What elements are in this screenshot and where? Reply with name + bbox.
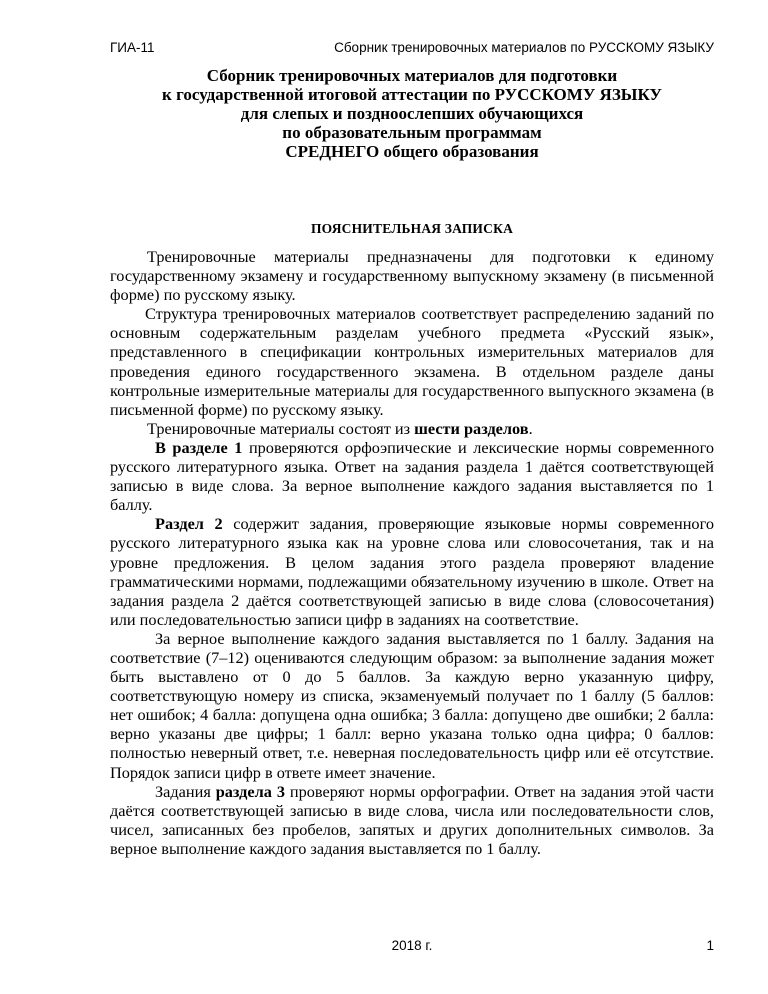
page-number: 1	[706, 938, 714, 953]
header-exam-code: ГИА-11	[110, 40, 155, 55]
sections-count-emphasis: шести разделов	[414, 418, 529, 438]
paragraph-section-2	[110, 514, 714, 629]
page-footer	[110, 938, 714, 958]
paragraph-scoring: За верное выполнение каждого задания выставляется по 1 баллу. Задания на соответствие (7–12) оцениваются следующим образом: за выполнение задания может быть выставлено от 0 до 5 баллов. За каждую верно указанную цифру, соответствующую номеру из списка, экзаменуемый получает по 1 баллу (5 баллов: нет ошибок; 4 балла: допущена одна ошибка; 3 балла: допущено две ошибки; 2 балла: верно указаны две цифры; 1 балл: верно указана только одна цифра; 0 баллов: полностью неверный ответ, т.е. неверная последовательность цифр или её отсутствие. Порядок записи цифр в ответе имеет значение.	[110, 628, 714, 782]
title-line-4: по образовательным программам	[282, 123, 542, 142]
section-3-label: раздела 3	[215, 781, 285, 801]
paragraph-sections-count-text: Тренировочные материалы состоят из	[147, 418, 415, 438]
title-line-5: СРЕДНЕГО общего образования	[285, 142, 539, 161]
footer-year: 2018 г.	[391, 938, 433, 953]
title-line-3: для слепых и поздноослепших обучающихся	[240, 104, 584, 123]
paragraph-sections-count-end: .	[528, 418, 533, 438]
paragraph-sections-count	[110, 419, 714, 438]
section-3-text: проверяют нормы орфографии. Ответ на задания этой части даётся соответствующей записью в виде слова, числа или последовательности слов, чисел, записанных без пробелов, запятых и других дополнительных символов. За верное выполнение каждого задания выставляется по 1 баллу.	[110, 781, 714, 858]
paragraph-section-3	[110, 782, 714, 858]
document-title	[110, 66, 714, 161]
page-header	[110, 40, 714, 60]
section-1-label: В разделе 1	[155, 437, 243, 457]
paragraph-purpose: Тренировочные материалы предназначены для подготовки к единому государственному экзамену и государственному выпускному экзамену (в письменной форме) по русскому языку.	[110, 247, 714, 305]
title-line-2: к государственной итоговой аттестации по РУССКОМУ ЯЗЫКУ	[162, 85, 662, 104]
paragraph-structure: Структура тренировочных материалов соответствует распределению заданий по основным содержательным разделам учебного предмета «Русский язык», представленного в спецификации контрольных измерительных материалов для проведения единого государственного экзамена. В отдельном разделе даны контрольные измерительные материалы для государственного выпускного экзамена (в письменной форме) по русскому языку.	[110, 304, 714, 419]
section-heading: ПОЯСНИТЕЛЬНАЯ ЗАПИСКА	[310, 221, 514, 236]
header-collection-title: Сборник тренировочных материалов по РУССКОМУ ЯЗЫКУ	[334, 40, 714, 55]
section-1-text: проверяются орфоэпические и лексические нормы современного русского литературного языка. Ответ на задания раздела 1 даётся соответствующей записью в виде слова. За верное выполнение каждого задания выставляется по 1 баллу.	[110, 437, 714, 515]
section-3-intro: Задания	[155, 781, 216, 801]
paragraph-section-1	[110, 438, 714, 514]
title-line-1: Сборник тренировочных материалов для подготовки	[206, 66, 618, 85]
section-2-text: содержит задания, проверяющие языковые нормы современного русского литературного языка как на уровне слова или словосочетания, так и на уровне предложения. В целом задания этого раздела проверяют владение грамматическими нормами, подлежащими обязательному изучению в школе. Ответ на задания раздела 2 даётся соответствующей записью в виде слова (словосочетания) или последовательностью записи цифр в заданиях на соответствие.	[110, 514, 714, 629]
document-body	[110, 247, 714, 858]
section-2-label: Раздел 2	[155, 514, 223, 534]
